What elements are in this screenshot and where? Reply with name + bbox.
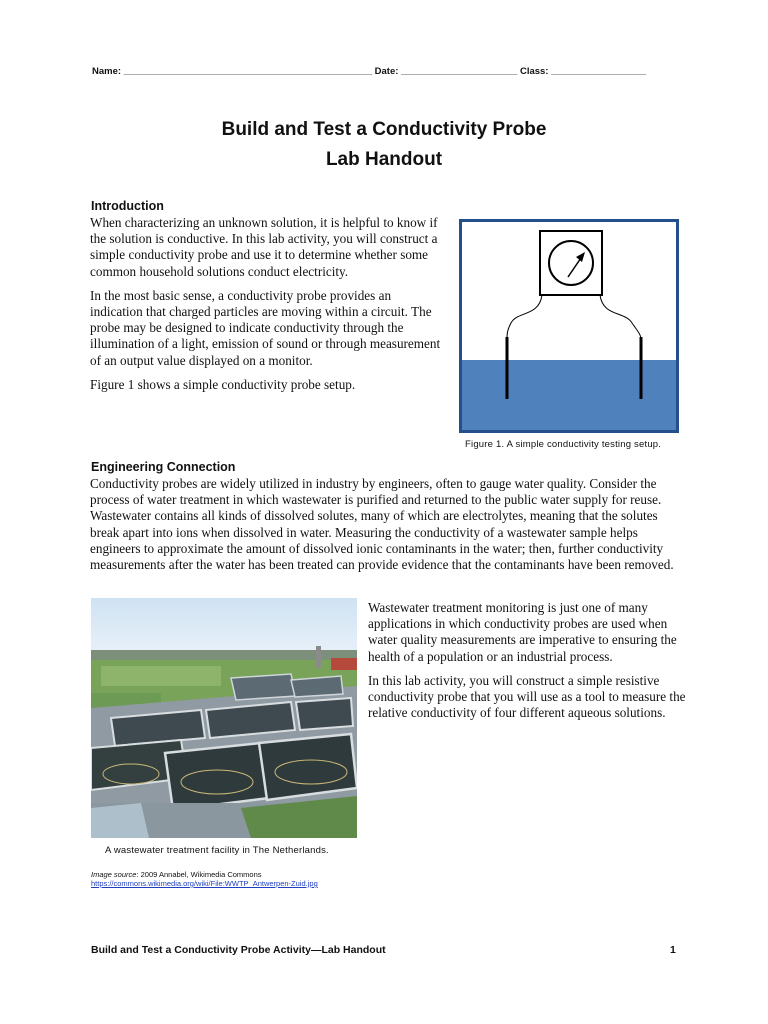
class-blank[interactable]: __________________: [551, 66, 647, 77]
source-label: Image source: [91, 870, 137, 879]
page-title: Build and Test a Conductivity Probe: [221, 119, 547, 140]
intro-paragraph-3: Figure 1 shows a simple conductivity probe setup.: [90, 376, 356, 392]
date-label: Date:: [374, 66, 399, 77]
engineering-heading: Engineering Connection: [91, 460, 236, 474]
footer-title: Build and Test a Conductivity Probe Activity—Lab Handout: [91, 944, 386, 956]
side-paragraph-1: Wastewater treatment monitoring is just one of many applications in which conductivity probes are used when water quality measurements are imperative to ensuring the health of a population or an industrial process.: [368, 600, 677, 664]
meter-dial-icon: [549, 241, 593, 285]
introduction-heading: Introduction: [91, 199, 164, 213]
introduction-body: [90, 215, 444, 393]
image-source-note: [91, 870, 318, 888]
engineering-paragraph: Conductivity probes are widely utilized in industry by engineers, often to gauge water quality. Consider the process of water treatment in which wastewater is purified and returned to the public water supply for reuse. Wastewater contains all kinds of dissolved solutes, many of which are electrolytes, meaning that the solutes break apart into ions when dissolved in water. Measuring the conductivity of a wastewater sample helps engineers to approximate the amount of dissolved ionic contaminants in the water; then, further conductivity measurements after the water has been treated can provide evidence that the contaminants have been removed.: [90, 476, 674, 573]
source-link[interactable]: https://commons.wikimedia.org/wiki/File:WWTP_Antwerpen-Zuid.jpg: [91, 879, 318, 888]
name-label: Name:: [92, 66, 122, 77]
side-paragraph-2: In this lab activity, you will construct a simple resistive conductivity probe that you will use as a tool to measure the relative conductivity of four different aqueous solutions.: [368, 672, 686, 721]
class-label: Class:: [519, 66, 549, 77]
wastewater-facility-photo: [91, 598, 357, 838]
student-info-line: [92, 66, 646, 77]
conductivity-setup-figure: [459, 219, 679, 433]
page-subtitle: Lab Handout: [325, 149, 443, 170]
wastewater-facility-image: [91, 598, 357, 838]
intro-paragraph-2: In the most basic sense, a conductivity probe provides an indication that charged particles are moving within a circuit. The probe may be designed to indicate conductivity through the illumination of a light, emission of sound or through measurement of an output value displayed on a monitor.: [90, 287, 441, 368]
intro-paragraph-1: When characterizing an unknown solution, it is helpful to know if the solution is conductive. In this lab activity, you will construct a simple conductivity probe and use it to determine whether some common household solutions conduct electricity.: [90, 215, 438, 279]
date-blank[interactable]: ______________________: [401, 66, 518, 77]
source-text: : 2009 Annabel, Wikimedia Commons: [136, 870, 262, 879]
side-text: [368, 600, 686, 721]
water-container: [462, 360, 676, 430]
engineering-body: [90, 476, 688, 573]
name-blank[interactable]: _______________________________________________: [123, 66, 373, 77]
page-number: 1: [670, 944, 676, 956]
figure-1-caption: Figure 1. A simple conductivity testing setup.: [465, 439, 662, 450]
photo-caption: A wastewater treatment facility in The Netherlands.: [105, 845, 329, 856]
